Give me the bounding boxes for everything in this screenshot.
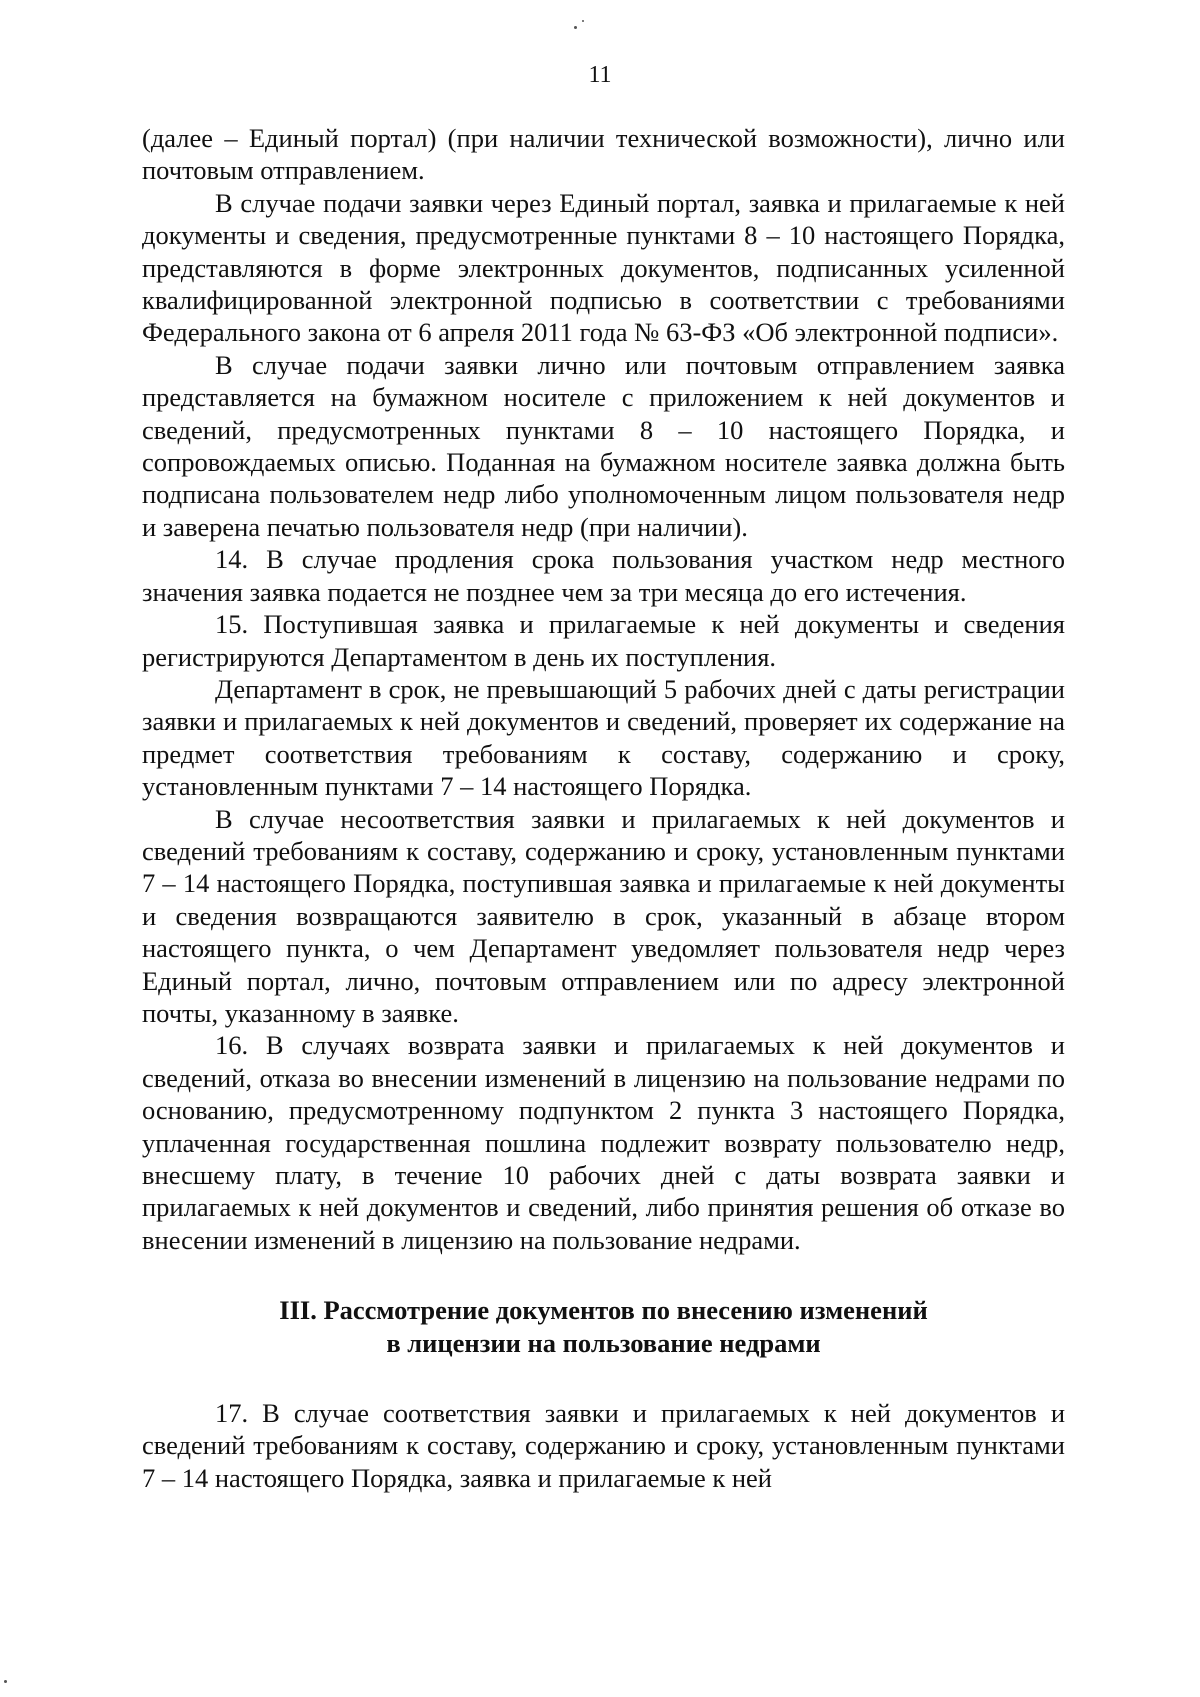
section-heading-line-2: в лицензии на пользование недрами <box>386 1327 821 1358</box>
paragraph-department-check: Департамент в срок, не превышающий 5 рабочих дней с даты регистрации заявки и прилагаемых к ней документов и сведений, проверяет их содержание на предмет соответствия требованиям к составу, содержанию и сроку, установленным пунктами 7 – 14 настоящего Порядка. <box>142 673 1065 802</box>
scan-speck <box>4 1680 7 1683</box>
scan-speck <box>582 20 584 22</box>
paragraph-nonconformity: В случае несоответствия заявки и прилагаемых к ней документов и сведений требованиям к составу, содержанию и сроку, установленным пунктами 7 – 14 настоящего Порядка, поступившая заявка и прилагаемые к ней документы и сведения возвращаются заявителю в срок, указанный в абзаце втором настоящего пункта, о чем Департамент уведомляет пользователя недр через Единый портал, лично, почтовым отправлением или по адресу электронной почты, указанному в заявке. <box>142 803 1065 1028</box>
section-heading <box>142 1294 1065 1359</box>
paragraph-portal-submission: В случае подачи заявки через Единый портал, заявка и прилагаемые к ней документы и сведения, предусмотренные пунктами 8 – 10 настоящего Порядка, представляются в форме электронных документов, подписанных усиленной квалифицированной электронной подписью в соответствии с требованиями Федерального закона от 6 апреля 2011 года № 63-ФЗ «Об электронной подписи». <box>142 187 1065 348</box>
paragraph-item-14: 14. В случае продления срока пользования участком недр местного значения заявка подается не позднее чем за три месяца до его истечения. <box>142 544 1065 607</box>
paragraph-item-17: 17. В случае соответствия заявки и прилагаемых к ней документов и сведений требованиям к составу, содержанию и сроку, установленным пунктами 7 – 14 настоящего Порядка, заявка и прилагаемые к ней <box>142 1398 1065 1493</box>
section-heading-line-1: III. Рассмотрение документов по внесению изменений <box>279 1295 928 1326</box>
paragraph-continuation: (далее – Единый портал) (при наличии технической возможности), лично или почтовым отправлением. <box>142 123 1065 186</box>
scan-speck <box>574 26 577 29</box>
paragraph-item-16: 16. В случаях возврата заявки и прилагаемых к ней документов и сведений, отказа во внесении изменений в лицензию на пользование недрами по основанию, предусмотренному подпунктом 2 пункта 3 настоящего Порядка, уплаченная государственная пошлина подлежит возврату пользователю недр, внесшему плату, в течение 10 рабочих дней с даты возврата заявки и прилагаемых к ней документов и сведений, либо принятия решения об отказе во внесении изменений в лицензию на пользование недрами. <box>142 1030 1065 1255</box>
document-body <box>142 122 1065 1494</box>
paragraph-paper-submission: В случае подачи заявки лично или почтовым отправлением заявка представляется на бумажном носителе с приложением к ней документов и сведений, предусмотренных пунктами 8 – 10 настоящего Порядка, и сопровождаемых описью. Поданная на бумажном носителе заявка должна быть подписана пользователем недр либо уполномоченным лицом пользователя недр и заверена печатью пользователя недр (при наличии). <box>142 349 1065 542</box>
paragraph-item-15: 15. Поступившая заявка и прилагаемые к ней документы и сведения регистрируются Департаментом в день их поступления. <box>142 609 1065 672</box>
page-number: 11 <box>588 62 612 88</box>
